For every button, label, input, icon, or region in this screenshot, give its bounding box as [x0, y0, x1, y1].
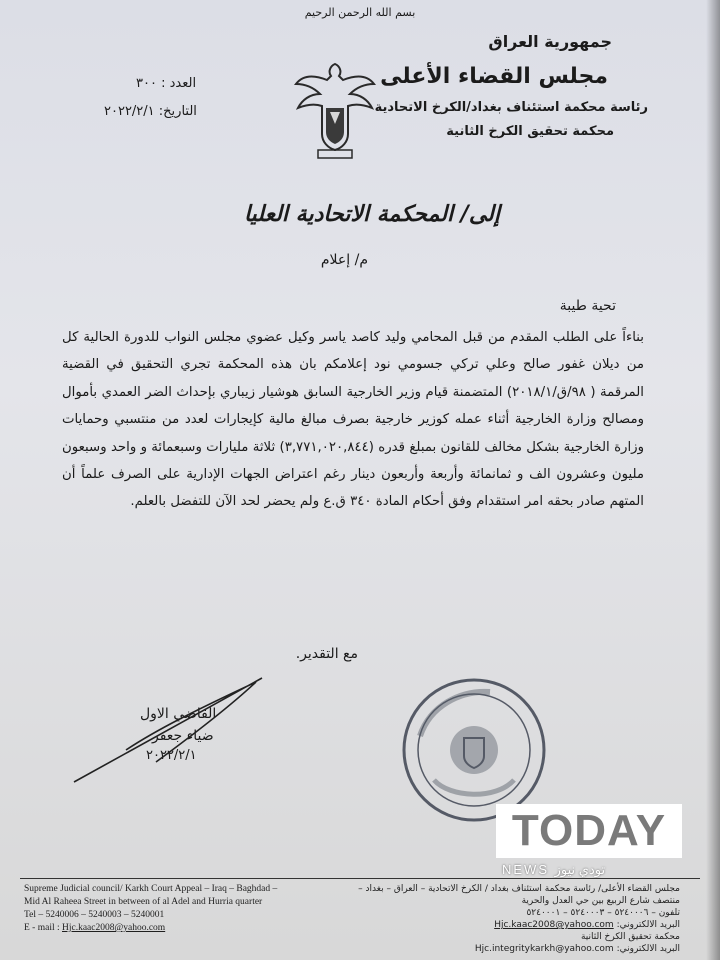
council-heading: مجلس القضاء الأعلى — [380, 64, 608, 89]
court-heading: محكمة تحقيق الكرخ الثانية — [446, 124, 614, 139]
eagle-emblem-icon — [292, 58, 378, 162]
handwritten-signature — [66, 670, 286, 790]
footer-ar-email-row-2 — [475, 944, 680, 954]
footer-ar-email-2[interactable]: Hjc.integritykarkh@yahoo.com — [474, 944, 614, 954]
today-news-watermark — [496, 804, 682, 880]
footer-en-email[interactable]: Hjc.kaac2008@yahoo.com — [62, 923, 166, 933]
recipient-line: إلى/ المحكمة الاتحادية العليا — [243, 202, 500, 227]
footer-en-line: Supreme Judicial council/ Karkh Court Appeal – Iraq – Baghdad – — [24, 884, 278, 894]
presidency-heading: رئاسة محكمة استئناف بغداد/الكرخ الاتحادية — [374, 100, 648, 115]
letter-date: التاريخ: ٢٠٢٢/٢/١ — [104, 104, 197, 119]
signatory-name: ضياء جعفر — [152, 728, 214, 744]
footer-en-email-label: E - mail : — [24, 923, 60, 933]
greeting: تحية طيبة — [559, 298, 616, 314]
footer-ar-email-label-2: البريد الالكتروني: — [616, 944, 680, 954]
footer-en-email-row — [24, 923, 165, 933]
letter-body: بناءاً على الطلب المقدم من قبل المحامي وليد كاصد ياسر وكيل عضوي مجلس النواب للدورة الحالية كل من ديلان غفور صالح وعلي تركي جسومي نود إعلامكم بان هذه المحكمة تجري التحقيق في القضية المرقمة ( ٩٨/ق/٢٠١٨/١) المتضمنة قيام وزير الخارجية السابق هوشيار زيباري بإحداث الضر العمدي بأموال ومصالح وزارة الخارجية أثناء عمله كوزير خارجية بصرف مبالغ مالية كإيجارات لعدد من منتسبي وحمايات وزارة الخارجية بشكل مخالف للقانون بمبلغ قدره (٣,٧٧١,٠٢٠,٨٤٤) ثلاثة مليارات وسبعمائة و واحد وسبعون مليون وعشرون الف و ثمانمائة وأربعة وأربعون دينار رغم اعتراض الجهات الإدارية على الصرف علماً أن المتهم صادر بحقه امر استقدام وفق أحكام المادة ٣٤٠ ق.ع ولم يحضر لحد الآن للتفضل بالعلم. — [62, 330, 644, 510]
signature-date: ٢٠٢٢/٢/١ — [146, 748, 197, 763]
footer-ar-line: مجلس القضاء الأعلى/ رئاسة محكمة استئناف بغداد / الكرخ الاتحادية – العراق – بغداد – — [358, 884, 680, 894]
court-seal-icon — [400, 676, 548, 824]
basmala: بسم الله الرحمن الرحيم — [304, 6, 416, 19]
watermark-sub: NEWS تودي نيوز — [502, 862, 606, 877]
subject-line: م/ إعلام — [320, 252, 368, 268]
footer-ar-email-row — [494, 920, 680, 930]
footer-ar-email-label: البريد الالكتروني: — [616, 920, 680, 930]
footer-ar-line: منتصف شارع الربيع بين حي العدل والحرية — [521, 896, 680, 906]
footer-en-line: Mid Al Raheea Street in between of al Adel and Hurria quarter — [24, 897, 263, 907]
signatory-title: القاضي الاول — [140, 706, 217, 722]
watermark-brand: TODAY — [511, 806, 667, 855]
footer-ar-line: تلفون – ٥٢٤٠٠٠٦ – ٥٢٤٠٠٠٣ – ٥٢٤٠٠٠١ — [526, 908, 680, 918]
footer-en-line: Tel – 5240006 – 5240003 – 5240001 — [24, 910, 165, 920]
footer-ar-email[interactable]: Hjc.kaac2008@yahoo.com — [494, 920, 614, 930]
reference-number: العدد : ٣٠٠ — [136, 76, 197, 91]
closing: مع التقدير. — [295, 646, 358, 662]
footer-ar-line: محكمة تحقيق الكرخ الثانية — [580, 932, 680, 942]
republic-heading: جمهورية العراق — [488, 32, 612, 51]
